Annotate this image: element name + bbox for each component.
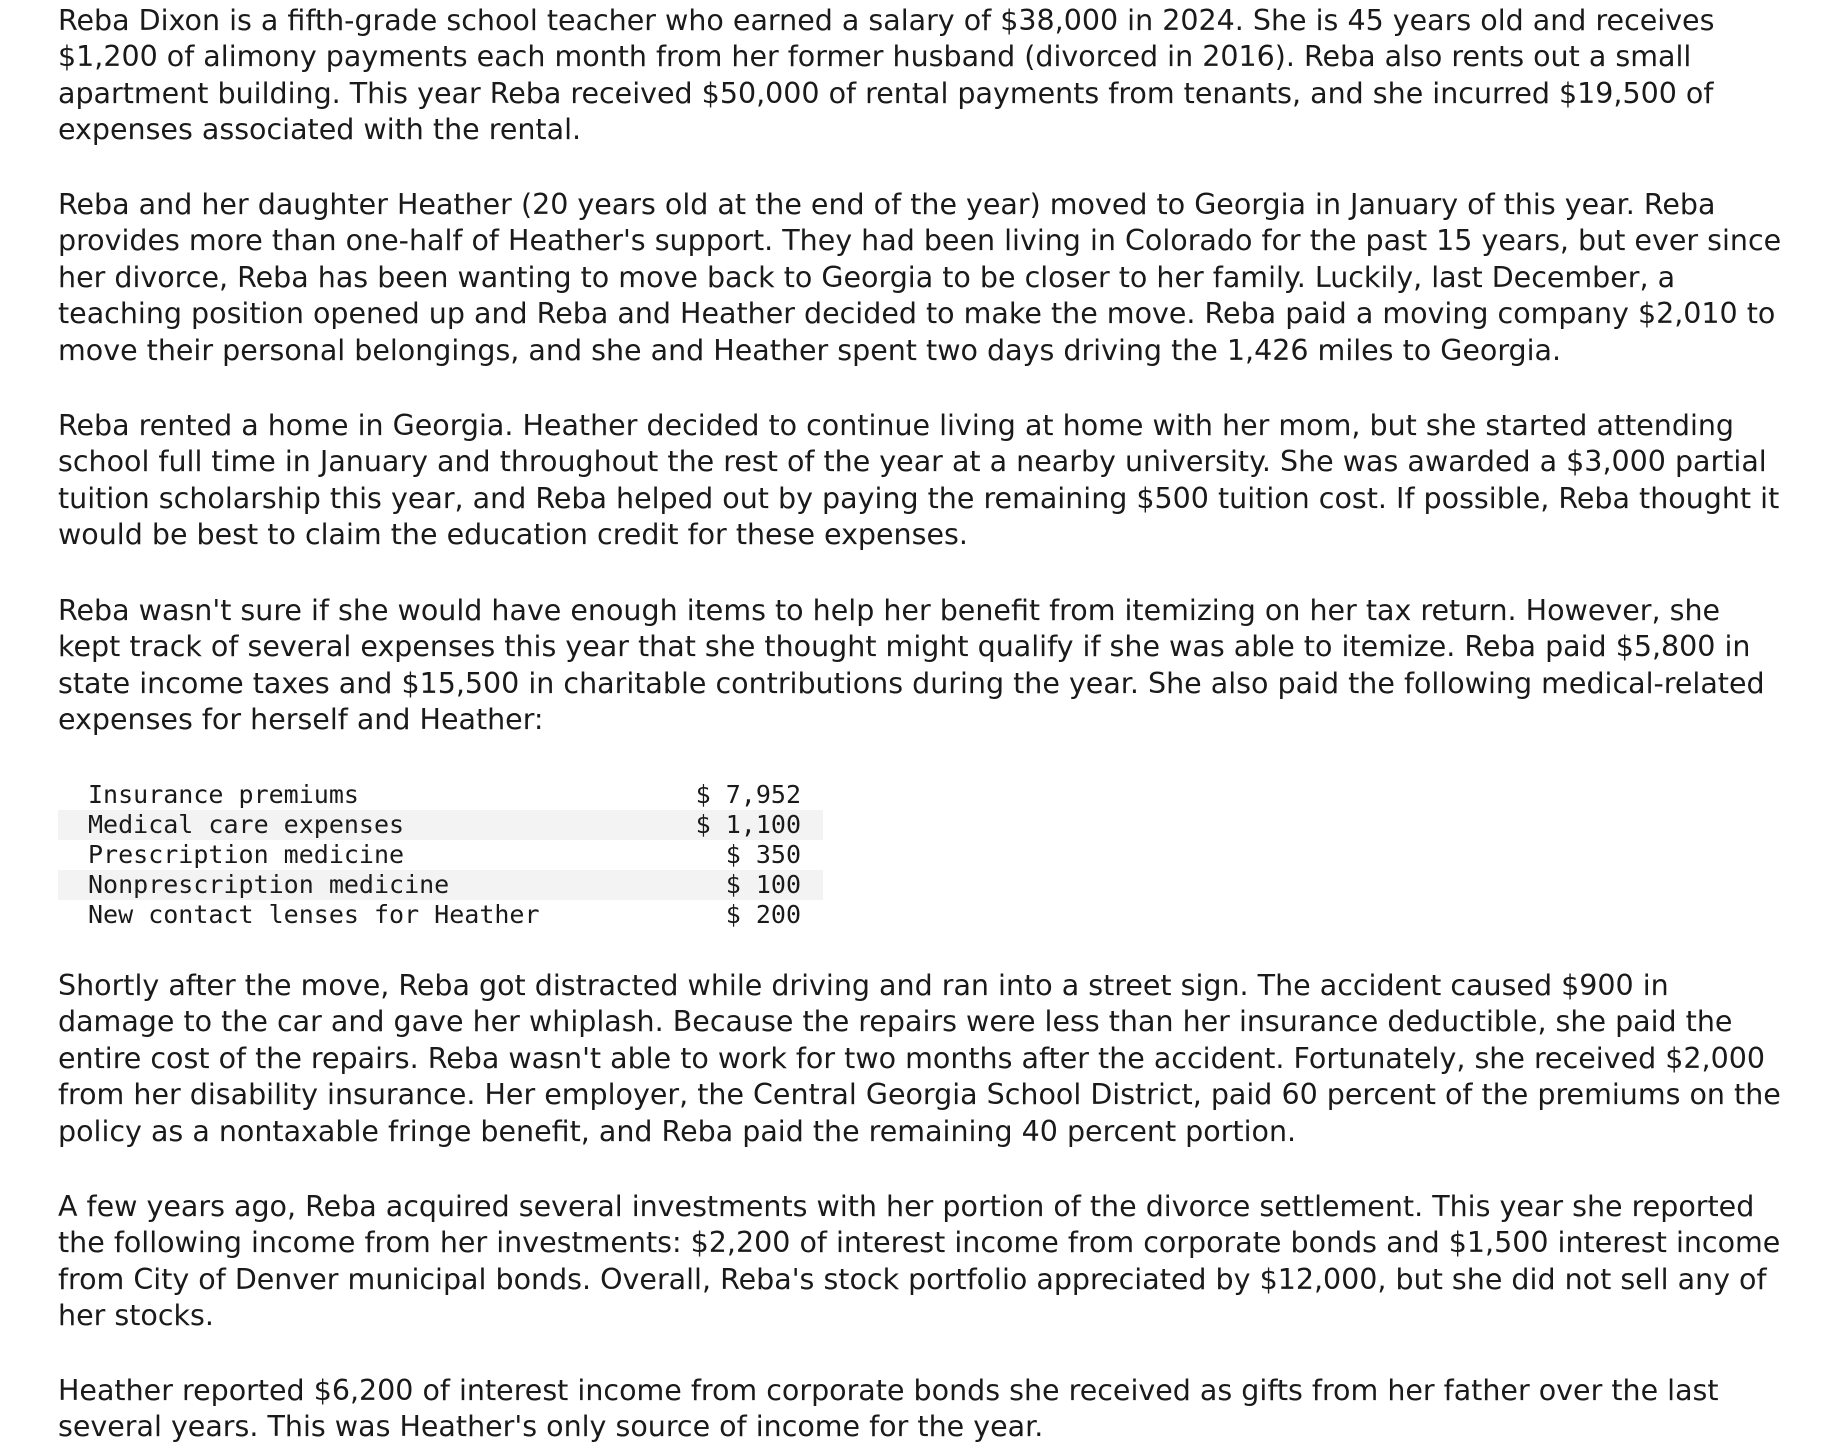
- paragraph-investments: A few years ago, Reba acquired several investments with her portion of the divorce settlement. This year she reported the following income from her investments: $2,200 of interest income from corporate bonds and $1,500 interest income from City of Denver municipal bonds. Overall, Reba's stock portfolio appreciated by $12,000, but she did not sell any of her stocks.: [58, 1190, 1781, 1333]
- expense-amount: $ 1,100: [608, 810, 823, 840]
- paragraph-move: Reba and her daughter Heather (20 years old at the end of the year) moved to Georgia in January of this year. Reba provides more than one-half of Heather's support. They had been living in Colorado for the past 15 years, but ever since her divorce, Reba has been wanting to move back to Georgia to be closer to her family. Luckily, last December, a teaching position opened up and Reba and Heather decided to make the move. Reba paid a moving company $2,010 to move their personal belongings, and she and Heather spent two days driving the 1,426 miles to Georgia.: [58, 188, 1782, 367]
- expense-label: Insurance premiums: [88, 780, 359, 809]
- table-row: [58, 870, 823, 900]
- table-row: [58, 840, 823, 870]
- paragraph-education: Reba rented a home in Georgia. Heather decided to continue living at home with her mom, but she started attending school full time in January and throughout the rest of the year at a nearby university. She was awarded a $3,000 partial tuition scholarship this year, and Reba helped out by paying the remaining $500 tuition cost. If possible, Reba thought it would be best to claim the education credit for these expenses.: [58, 409, 1780, 552]
- paragraph-itemizing: Reba wasn't sure if she would have enough items to help her benefit from itemizing on her tax return. However, she kept track of several expenses this year that she thought might qualify if she was able to itemize. Reba paid $5,800 in state income taxes and $15,500 in charitable contributions during the year. She also paid the following medical-related expenses for herself and Heather:: [58, 594, 1765, 737]
- paragraph-accident: Shortly after the move, Reba got distracted while driving and ran into a street sign. The accident caused $900 in damage to the car and gave her whiplash. Because the repairs were less than her insurance deductible, she paid the entire cost of the repairs. Reba wasn't able to work for two months after the accident. Fortunately, she received $2,000 from her disability insurance. Her employer, the Central Georgia School District, paid 60 percent of the premiums on the policy as a nontaxable fringe benefit, and Reba paid the remaining 40 percent portion.: [58, 969, 1781, 1148]
- table-row: [58, 780, 823, 810]
- expense-label: Prescription medicine: [88, 840, 405, 869]
- expense-amount: $ 7,952: [695, 780, 801, 809]
- expense-amount: $ 200: [725, 900, 801, 929]
- paragraph-background: Reba Dixon is a fifth-grade school teacher who earned a salary of $38,000 in 2024. She is 45 years old and receives $1,200 of alimony payments each month from her former husband (divorced in 2016). Reba also rents out a small apartment building. This year Reba received $50,000 of rental payments from tenants, and she incurred $19,500 of expenses associated with the rental.: [58, 4, 1715, 147]
- expense-amount: $ 100: [608, 870, 823, 900]
- paragraph-heather-income: Heather reported $6,200 of interest income from corporate bonds she received as gifts from her father over the last several years. This was Heather's only source of income for the year.: [58, 1374, 1719, 1444]
- table-row: [58, 900, 823, 930]
- expense-amount: $ 350: [725, 840, 801, 869]
- expense-label: Medical care expenses: [58, 810, 608, 840]
- expense-label: New contact lenses for Heather: [88, 900, 540, 929]
- medical-expenses-table: [58, 780, 823, 930]
- expense-label: Nonprescription medicine: [58, 870, 608, 900]
- table-row: [58, 810, 823, 840]
